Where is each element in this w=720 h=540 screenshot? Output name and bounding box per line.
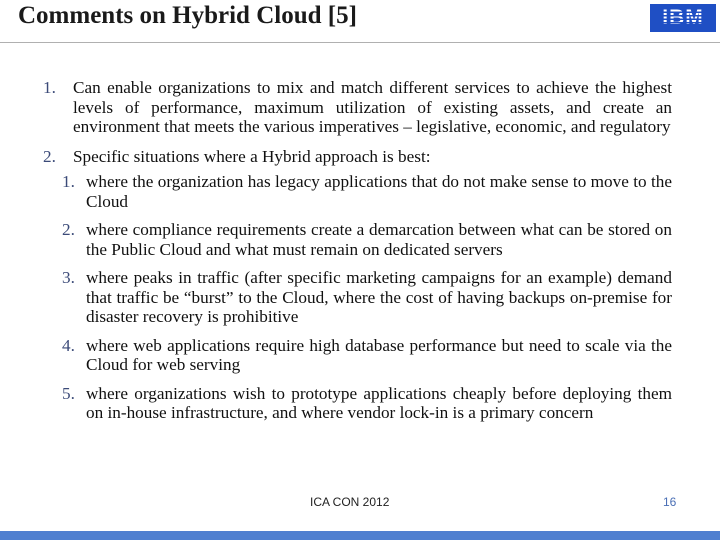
sub-list-text: where web applications require high database performance but need to scale via the Cloud for web serving bbox=[86, 335, 672, 374]
sub-list-text: where organizations wish to prototype applications cheaply before deploying them on in-house infrastructure, and where vendor lock-in is a primary concern bbox=[86, 383, 672, 422]
sub-list-number: 3. bbox=[62, 268, 75, 287]
sub-list-number: 4. bbox=[62, 335, 75, 355]
page-number: 16 bbox=[663, 495, 677, 509]
sub-list-item bbox=[40, 336, 672, 375]
list-text: Can enable organizations to mix and match different services to achieve the highest levels of performance, maximum utilization of existing assets, and create an environment that meets the various imperatives – legislative, economic, and regulatory bbox=[73, 78, 672, 136]
list-text: Specific situations where a Hybrid approach is best: bbox=[73, 146, 431, 166]
sub-list-text: where the organization has legacy applications that do not make sense to move to the Cloud bbox=[86, 172, 672, 211]
sub-list-text: where compliance requirements create a demarcation between what can be stored on the Public Cloud and what must remain on dedicated servers bbox=[86, 220, 672, 259]
sub-list-number: 5. bbox=[62, 383, 75, 403]
sub-list-number: 2. bbox=[62, 220, 75, 239]
sub-list bbox=[40, 172, 672, 423]
list-item bbox=[40, 78, 672, 137]
sub-list-item bbox=[40, 172, 672, 211]
slide-title: Comments on Hybrid Cloud [5] bbox=[18, 2, 357, 29]
main-list bbox=[40, 78, 672, 423]
bottom-accent-bar bbox=[0, 531, 720, 540]
sub-list-item bbox=[40, 220, 672, 259]
footer-text: ICA CON 2012 bbox=[310, 495, 390, 509]
sub-list-item bbox=[40, 384, 672, 423]
list-number: 1. bbox=[43, 78, 56, 97]
sub-list-item bbox=[40, 268, 672, 327]
slide-content bbox=[40, 78, 672, 433]
list-number: 2. bbox=[43, 146, 56, 166]
sub-list-text: where peaks in traffic (after specific marketing campaigns for an example) demand that traffic be “burst” to the Cloud, where the cost of having backups on-premise for disaster recovery is prohibitive bbox=[86, 268, 672, 326]
ibm-logo-icon bbox=[650, 4, 716, 32]
sub-list-number: 1. bbox=[62, 172, 75, 191]
ibm-logo-text: IBM bbox=[662, 6, 704, 29]
title-divider bbox=[0, 42, 720, 43]
list-item bbox=[40, 147, 672, 423]
